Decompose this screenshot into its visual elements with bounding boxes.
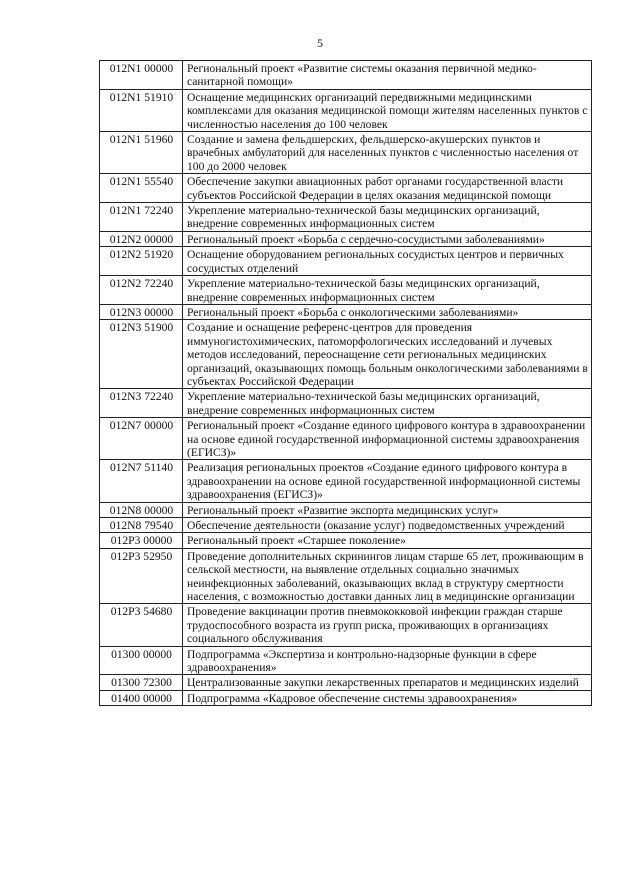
code-cell: 012N1 51960 xyxy=(100,132,183,174)
table-row xyxy=(100,518,592,533)
table-row xyxy=(100,203,592,232)
code-cell: 012N1 55540 xyxy=(100,174,183,203)
code-cell: 01400 00000 xyxy=(100,690,183,705)
table-row xyxy=(100,174,592,203)
code-cell: 012P3 54680 xyxy=(100,604,183,646)
description-cell: Подпрограмма «Кадровое обеспечение системы здравоохранения» xyxy=(183,690,592,705)
description-cell: Централизованные закупки лекарственных препаратов и медицинских изделий xyxy=(183,675,592,690)
table-row xyxy=(100,460,592,502)
description-cell: Укрепление материально-технической базы медицинских организаций, внедрение современных информационных систем xyxy=(183,276,592,305)
table-row xyxy=(100,61,592,90)
table-row xyxy=(100,646,592,675)
table-row xyxy=(100,304,592,319)
table-row xyxy=(100,604,592,646)
code-cell: 012N7 00000 xyxy=(100,418,183,460)
code-cell: 012N1 51910 xyxy=(100,89,183,131)
code-cell: 012N8 00000 xyxy=(100,502,183,517)
code-cell: 01300 00000 xyxy=(100,646,183,675)
description-cell: Обеспечение деятельности (оказание услуг) подведомственных учреждений xyxy=(183,518,592,533)
description-cell: Создание и оснащение референс-центров для проведения иммуногистохимических, патоморфологических исследований и лучевых методов исследований, переоснащение сети региональных медицинских организаций, оказывающих помощь больным онкологическими заболеваниями в субъектах Российской Федерации xyxy=(183,320,592,389)
code-cell: 012N2 00000 xyxy=(100,231,183,246)
table-row xyxy=(100,320,592,389)
code-cell: 012N2 72240 xyxy=(100,276,183,305)
code-cell: 012N2 51920 xyxy=(100,247,183,276)
code-cell: 012N3 72240 xyxy=(100,389,183,418)
description-cell: Проведение дополнительных скринингов лицам старше 65 лет, проживающим в сельской местности, на выявление отдельных социально значимых неинфекционных заболеваний, оказывающих вклад в структуру смертности населения, с возможностью доставки данных лиц в медицинские организации xyxy=(183,548,592,604)
description-cell: Проведение вакцинации против пневмококковой инфекции граждан старше трудоспособного возраста из групп риска, проживающих в организациях социального обслуживания xyxy=(183,604,592,646)
table-row xyxy=(100,548,592,604)
description-cell: Укрепление материально-технической базы медицинских организаций, внедрение современных информационных систем xyxy=(183,203,592,232)
code-cell: 012N1 00000 xyxy=(100,61,183,90)
table-row xyxy=(100,276,592,305)
code-cell: 01300 72300 xyxy=(100,675,183,690)
description-cell: Укрепление материально-технической базы медицинских организаций, внедрение современных информационных систем xyxy=(183,389,592,418)
table-row xyxy=(100,533,592,548)
code-cell: 012N7 51140 xyxy=(100,460,183,502)
table-row xyxy=(100,132,592,174)
page-number: 5 xyxy=(317,36,323,50)
description-cell: Подпрограмма «Экспертиза и контрольно-надзорные функции в сфере здравоохранения» xyxy=(183,646,592,675)
description-cell: Оснащение медицинских организаций передвижными медицинскими комплексами для оказания медицинской помощи жителям населенных пунктов с численностью населения до 100 человек xyxy=(183,89,592,131)
table-row xyxy=(100,247,592,276)
code-cell: 012N3 51900 xyxy=(100,320,183,389)
table-row xyxy=(100,89,592,131)
table-body xyxy=(100,61,592,706)
description-cell: Региональный проект «Старшее поколение» xyxy=(183,533,592,548)
code-cell: 012P3 52950 xyxy=(100,548,183,604)
code-cell: 012N3 00000 xyxy=(100,304,183,319)
table-row xyxy=(100,418,592,460)
table-row xyxy=(100,389,592,418)
description-cell: Реализация региональных проектов «Создание единого цифрового контура в здравоохранении на основе единой государственной информационной системы здравоохранения (ЕГИСЗ)» xyxy=(183,460,592,502)
description-cell: Обеспечение закупки авиационных работ органами государственной власти субъектов Российской Федерации в целях оказания медицинской помощи xyxy=(183,174,592,203)
description-cell: Региональный проект «Создание единого цифрового контура в здравоохранении на основе единой государственной информационной системы здравоохранения (ЕГИСЗ)» xyxy=(183,418,592,460)
description-cell: Региональный проект «Развитие системы оказания первичной медико-санитарной помощи» xyxy=(183,61,592,90)
table-row xyxy=(100,690,592,705)
code-cell: 012N8 79540 xyxy=(100,518,183,533)
budget-codes-table xyxy=(99,60,592,706)
table-row xyxy=(100,231,592,246)
description-cell: Создание и замена фельдшерских, фельдшерско-акушерских пунктов и врачебных амбулаторий для населенных пунктов с численностью населения от 100 до 2000 человек xyxy=(183,132,592,174)
description-cell: Региональный проект «Развитие экспорта медицинских услуг» xyxy=(183,502,592,517)
description-cell: Региональный проект «Борьба с онкологическими заболеваниями» xyxy=(183,304,592,319)
table-row xyxy=(100,502,592,517)
description-cell: Оснащение оборудованием региональных сосудистых центров и первичных сосудистых отделений xyxy=(183,247,592,276)
code-cell: 012N1 72240 xyxy=(100,203,183,232)
description-cell: Региональный проект «Борьба с сердечно-сосудистыми заболеваниями» xyxy=(183,231,592,246)
table-row xyxy=(100,675,592,690)
code-cell: 012P3 00000 xyxy=(100,533,183,548)
